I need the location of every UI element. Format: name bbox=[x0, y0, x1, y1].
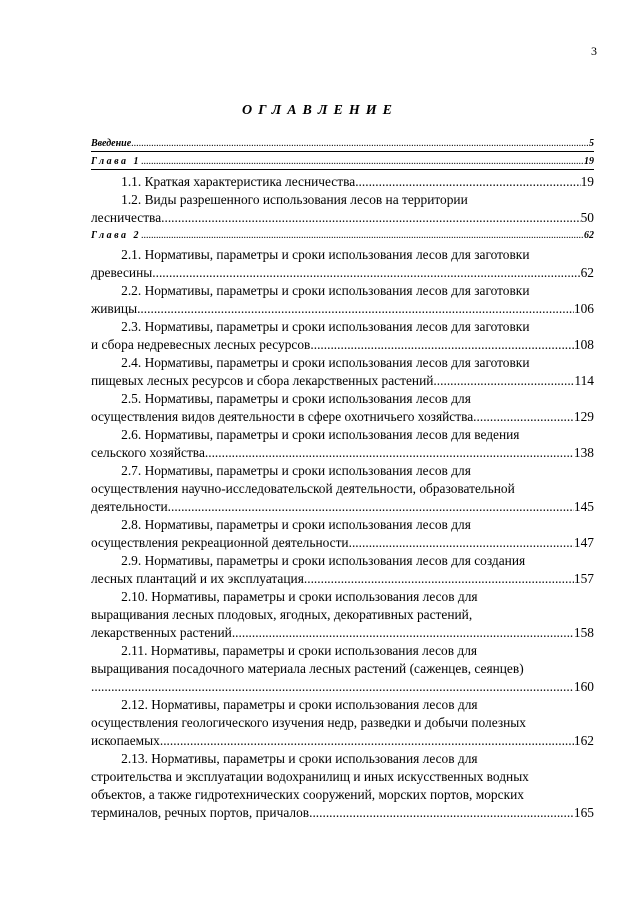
toc-page-number: 160 bbox=[573, 679, 594, 694]
leader-dots bbox=[232, 624, 574, 642]
toc-section-text: 2.7. Нормативы, параметры и сроки использования лесов для bbox=[91, 463, 471, 478]
leader-dots bbox=[349, 534, 574, 552]
toc-section-text: объектов, а также гидротехнических сооружений, морских портов, морских bbox=[91, 787, 524, 802]
toc-section-text: ископаемых bbox=[91, 733, 160, 748]
toc-section-text: сельского хозяйства bbox=[91, 445, 205, 460]
toc-section-text: лекарственных растений bbox=[91, 625, 232, 640]
toc-page-number: 145 bbox=[573, 499, 594, 514]
toc-section-text: 1.1. Краткая характеристика лесничества bbox=[121, 174, 356, 189]
leader-dots bbox=[168, 498, 574, 516]
toc-section-text: и сбора недревесных лесных ресурсов bbox=[91, 337, 311, 352]
toc-section-entry[interactable] bbox=[91, 588, 594, 642]
toc-page-number: 165 bbox=[573, 805, 594, 820]
leader-dots bbox=[433, 372, 574, 390]
toc-chapter-1-entry[interactable] bbox=[91, 155, 594, 170]
toc-section-text: 2.5. Нормативы, параметры и сроки использования лесов для bbox=[91, 391, 471, 406]
toc-section-entry[interactable] bbox=[91, 246, 594, 282]
leader-dots bbox=[310, 336, 574, 354]
toc-page-number: 19 bbox=[580, 174, 594, 189]
toc-section-entry[interactable] bbox=[91, 354, 594, 390]
leader-dots bbox=[91, 678, 574, 696]
toc-section-text: 1.2. Виды разрешенного использования лесов на территории bbox=[91, 192, 468, 207]
toc-section-entry[interactable] bbox=[91, 642, 594, 696]
toc-section-entry[interactable] bbox=[91, 696, 594, 750]
toc-section-text: деятельности bbox=[91, 499, 168, 514]
toc-chapter-2-entry[interactable] bbox=[91, 229, 594, 243]
toc-section-text: пищевых лесных ресурсов и сбора лекарственных растений bbox=[91, 373, 434, 388]
toc-section-text: осуществления видов деятельности в сфере охотничьего хозяйства bbox=[91, 409, 474, 424]
toc-page-number: 114 bbox=[574, 373, 594, 388]
toc-section-text: 2.8. Нормативы, параметры и сроки использования лесов для bbox=[91, 517, 471, 532]
toc-section-entry[interactable] bbox=[91, 426, 594, 462]
leader-dots bbox=[137, 300, 574, 318]
toc-section-entry[interactable] bbox=[91, 516, 594, 552]
leader-dots bbox=[355, 173, 580, 191]
toc-page-number: 5 bbox=[589, 138, 594, 149]
toc-section-entry[interactable] bbox=[91, 390, 594, 426]
toc-section-text: осуществления геологического изучения недр, разведки и добычи полезных bbox=[91, 715, 526, 730]
toc-section-text: 2.1. Нормативы, параметры и сроки использования лесов для заготовки bbox=[91, 247, 530, 262]
toc-section-text: лесных плантаций и их эксплуатация bbox=[91, 571, 304, 586]
toc-page-number: 19 bbox=[584, 156, 594, 167]
toc-section-text: терминалов, речных портов, причалов bbox=[91, 805, 310, 820]
leader-dots bbox=[152, 264, 580, 282]
toc-page-number: 106 bbox=[573, 301, 594, 316]
leader-dots bbox=[160, 732, 574, 750]
leader-dots bbox=[304, 570, 574, 588]
toc-section-text: лесничества bbox=[91, 210, 162, 225]
toc-section-text: осуществления рекреационной деятельности bbox=[91, 535, 349, 550]
toc-section-entry[interactable] bbox=[91, 552, 594, 588]
toc-page-number: 158 bbox=[573, 625, 594, 640]
toc-intro-entry[interactable] bbox=[91, 137, 594, 152]
toc-title: ОГЛАВЛЕНИЕ bbox=[242, 103, 398, 118]
toc-section-text: 2.13. Нормативы, параметры и сроки использования лесов для bbox=[91, 751, 478, 766]
toc-section-entry[interactable] bbox=[91, 750, 594, 822]
toc-section-text: 2.3. Нормативы, параметры и сроки использования лесов для заготовки bbox=[91, 319, 530, 334]
toc-page-number: 62 bbox=[580, 265, 594, 280]
toc-section-text: живицы bbox=[91, 301, 138, 316]
toc-section-text: 2.10. Нормативы, параметры и сроки использования лесов для bbox=[91, 589, 478, 604]
toc-section-text: 2.4. Нормативы, параметры и сроки использования лесов для заготовки bbox=[91, 355, 530, 370]
leader-dots bbox=[205, 444, 574, 462]
toc-section-text: выращивания лесных плодовых, ягодных, декоративных растений, bbox=[91, 607, 473, 622]
table-of-contents bbox=[91, 137, 594, 822]
toc-page-number: 157 bbox=[573, 571, 594, 586]
toc-chapter-label: Глава 1 bbox=[91, 156, 142, 167]
leader-dots bbox=[473, 408, 574, 426]
toc-page-number: 147 bbox=[573, 535, 594, 550]
toc-section-text: 2.11. Нормативы, параметры и сроки использования лесов для bbox=[91, 643, 478, 658]
leader-dots bbox=[309, 804, 574, 822]
toc-section-text: 2.9. Нормативы, параметры и сроки использования лесов для создания bbox=[91, 553, 526, 568]
leader-dots bbox=[141, 155, 584, 169]
toc-page-number: 129 bbox=[573, 409, 594, 424]
toc-section-text: 2.12. Нормативы, параметры и сроки использования лесов для bbox=[91, 697, 478, 712]
toc-section-text: выращивания посадочного материала лесных растений (саженцев, сеянцев) bbox=[91, 661, 524, 676]
toc-section-text: 2.6. Нормативы, параметры и сроки использования лесов для ведения bbox=[91, 427, 520, 442]
page-number: 3 bbox=[591, 44, 597, 58]
leader-dots bbox=[161, 209, 580, 227]
leader-dots bbox=[141, 229, 584, 243]
toc-section-text: осуществления научно-исследовательской деятельности, образовательной bbox=[91, 481, 515, 496]
toc-page-number: 138 bbox=[573, 445, 594, 460]
toc-section-entry[interactable] bbox=[91, 282, 594, 318]
toc-section-entry[interactable] bbox=[91, 173, 594, 191]
toc-page-number: 108 bbox=[573, 337, 594, 352]
toc-section-text: древесины bbox=[91, 265, 153, 280]
toc-section-entry[interactable] bbox=[91, 318, 594, 354]
toc-section-text: 2.2. Нормативы, параметры и сроки использования лесов для заготовки bbox=[91, 283, 530, 298]
toc-chapter-label: Глава 2 bbox=[91, 230, 142, 241]
toc-section-entry[interactable] bbox=[91, 462, 594, 516]
leader-dots bbox=[131, 137, 589, 151]
toc-intro-label: Введение bbox=[91, 138, 132, 149]
toc-page-number: 162 bbox=[573, 733, 594, 748]
toc-page-number: 62 bbox=[584, 230, 594, 241]
toc-section-entry[interactable] bbox=[91, 191, 594, 227]
toc-page-number: 50 bbox=[580, 210, 594, 225]
toc-section-text: строительства и эксплуатации водохранилищ и иных искусственных водных bbox=[91, 769, 529, 784]
